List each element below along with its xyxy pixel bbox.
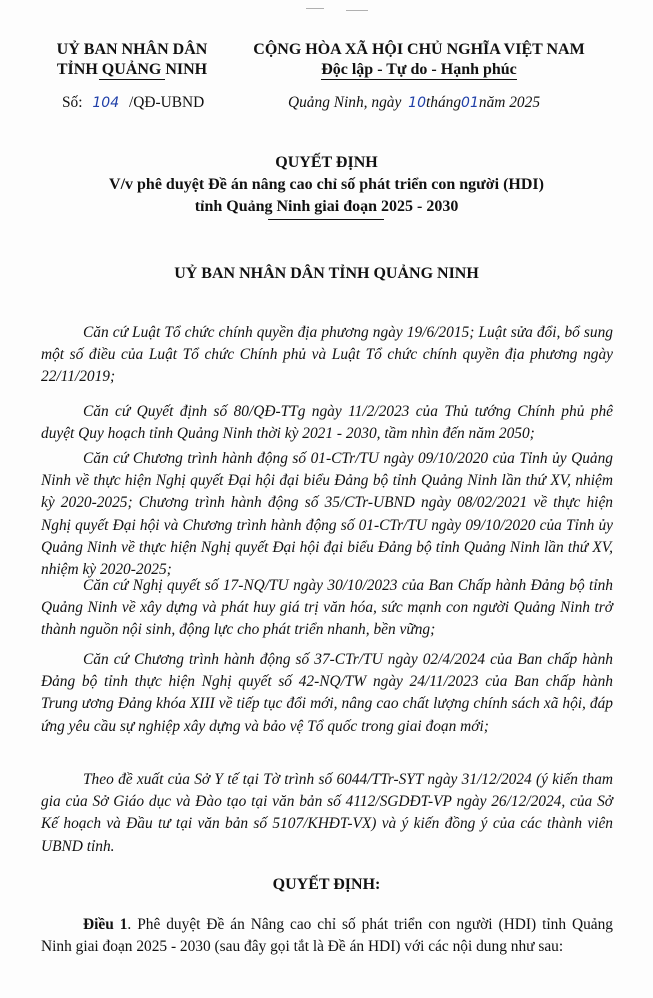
issuer-underline <box>99 79 165 80</box>
date-year-label: năm 2025 <box>478 94 541 111</box>
legal-basis-5 <box>41 649 613 738</box>
basis-text: Căn cứ Quyết định số 80/QĐ-TTg ngày 11/2/2023 của Thủ tướng Chính phủ phê duyệt Quy hoạch tỉnh Quảng Ninh thời kỳ 2021 - 2030, tầm nhìn đến năm 2050; <box>41 403 613 443</box>
date-day-handwritten: 10 <box>408 95 426 111</box>
date-place: Quảng Ninh, ngày <box>288 94 402 111</box>
legal-basis-3 <box>41 448 613 581</box>
legal-basis-4 <box>41 575 613 642</box>
faint-mark-1 <box>306 8 324 9</box>
title-underline <box>268 219 384 220</box>
number-handwritten: 104 <box>92 95 120 111</box>
basis-text: Theo đề xuất của Sở Y tế tại Tờ trình số 6044/TTr-SYT ngày 31/12/2024 (ý kiến tham gia của Sở Giáo dục và Đào tạo tại văn bản số 4112/SGDĐT-VP ngày 26/12/2024, của Sở Kế hoạch và Đầu tư tại văn bản số 5107/KHĐT-VX) và ý kiến đồng ý của các thành viên UBND tỉnh. <box>41 771 613 855</box>
national-title: CỘNG HÒA XÃ HỘI CHỦ NGHĨA VIỆT NAM <box>253 41 585 58</box>
title-heading: QUYẾT ĐỊNH <box>275 154 378 171</box>
legal-basis-2 <box>41 401 613 445</box>
basis-text: Căn cứ Chương trình hành động số 37-CTr/TU ngày 02/4/2024 của Ban chấp hành Đảng bộ tỉnh thực hiện Nghị quyết số 42-NQ/TW ngày 24/11/2023 của Ban chấp hành Trung ương Đảng khóa XIII về tiếp tục đổi mới, nâng cao chất lượng chính sách xã hội, đáp ứng yêu cầu sự nghiệp xây dựng và bảo vệ Tổ quốc trong giai đoạn mới; <box>41 651 613 735</box>
title-subject-line2: tỉnh Quảng Ninh giai đoạn 2025 - 2030 <box>194 198 459 215</box>
document-title <box>0 152 653 218</box>
article-1 <box>41 914 613 958</box>
basis-text: Căn cứ Luật Tổ chức chính quyền địa phương ngày 19/6/2015; Luật sửa đổi, bổ sung một số điều của Luật Tổ chức Chính phủ và Luật Tổ chức chính quyền địa phương ngày 22/11/2019; <box>41 324 613 386</box>
date-month-label: tháng <box>425 94 462 111</box>
number-suffix: /QĐ-UBND <box>128 94 205 111</box>
issuer-line1: UỶ BAN NHÂN DÂN <box>56 41 208 58</box>
legal-basis-6 <box>41 769 613 858</box>
article-1-label: Điều 1 <box>83 916 128 933</box>
basis-text: Căn cứ Nghị quyết số 17-NQ/TU ngày 30/10/2023 của Ban Chấp hành Đảng bộ tỉnh Quảng Ninh về xây dựng và phát huy giá trị văn hóa, sức mạnh con người Quảng Ninh trở thành nguồn nội sinh, động lực cho phát triển nhanh, bền vững; <box>41 577 613 639</box>
issuing-authority: UỶ BAN NHÂN DÂN TỈNH QUẢNG NINH <box>174 265 479 282</box>
issuer-line2: TỈNH QUẢNG NINH <box>56 61 208 78</box>
basis-text: Căn cứ Chương trình hành động số 01-CTr/TU ngày 09/10/2020 của Tỉnh ủy Quảng Ninh về thực hiện Nghị quyết Đại hội đại biểu Đảng bộ tỉnh Quảng Ninh lần thứ XV, nhiệm kỳ 2020-2025; Chương trình hành động số 35/CTr-UBND ngày 08/02/2021 về thực hiện Nghị quyết Đại hội và Chương trình hành động số 01-CTr/TU ngày 09/10/2020 của Tỉnh ủy Quảng Ninh về thực hiện Nghị quyết Đại hội đại biểu Đảng bộ tỉnh Quảng Ninh lần thứ XV, nhiệm kỳ 2020-2025; <box>41 450 613 579</box>
number-prefix: Số: <box>62 94 83 111</box>
article-1-text: . Phê duyệt Đề án Nâng cao chỉ số phát triển con người (HDI) tỉnh Quảng Ninh giai đoạn 2025 - 2030 (sau đây gọi tắt là Đề án HDI) với các nội dung như sau: <box>41 916 613 956</box>
decision-heading: QUYẾT ĐỊNH: <box>272 876 381 893</box>
title-subject-line1: V/v phê duyệt Đề án nâng cao chỉ số phát triển con người (HDI) <box>109 176 544 193</box>
issue-date <box>288 93 540 113</box>
document-number <box>62 93 204 113</box>
national-title-block <box>224 40 614 80</box>
legal-basis-1 <box>41 322 613 389</box>
issuer-block <box>44 40 220 80</box>
national-motto: Độc lập - Tự do - Hạnh phúc <box>321 61 517 78</box>
motto-underline <box>321 79 517 80</box>
date-month-handwritten: 01 <box>461 95 479 111</box>
faint-mark-2 <box>346 10 368 11</box>
